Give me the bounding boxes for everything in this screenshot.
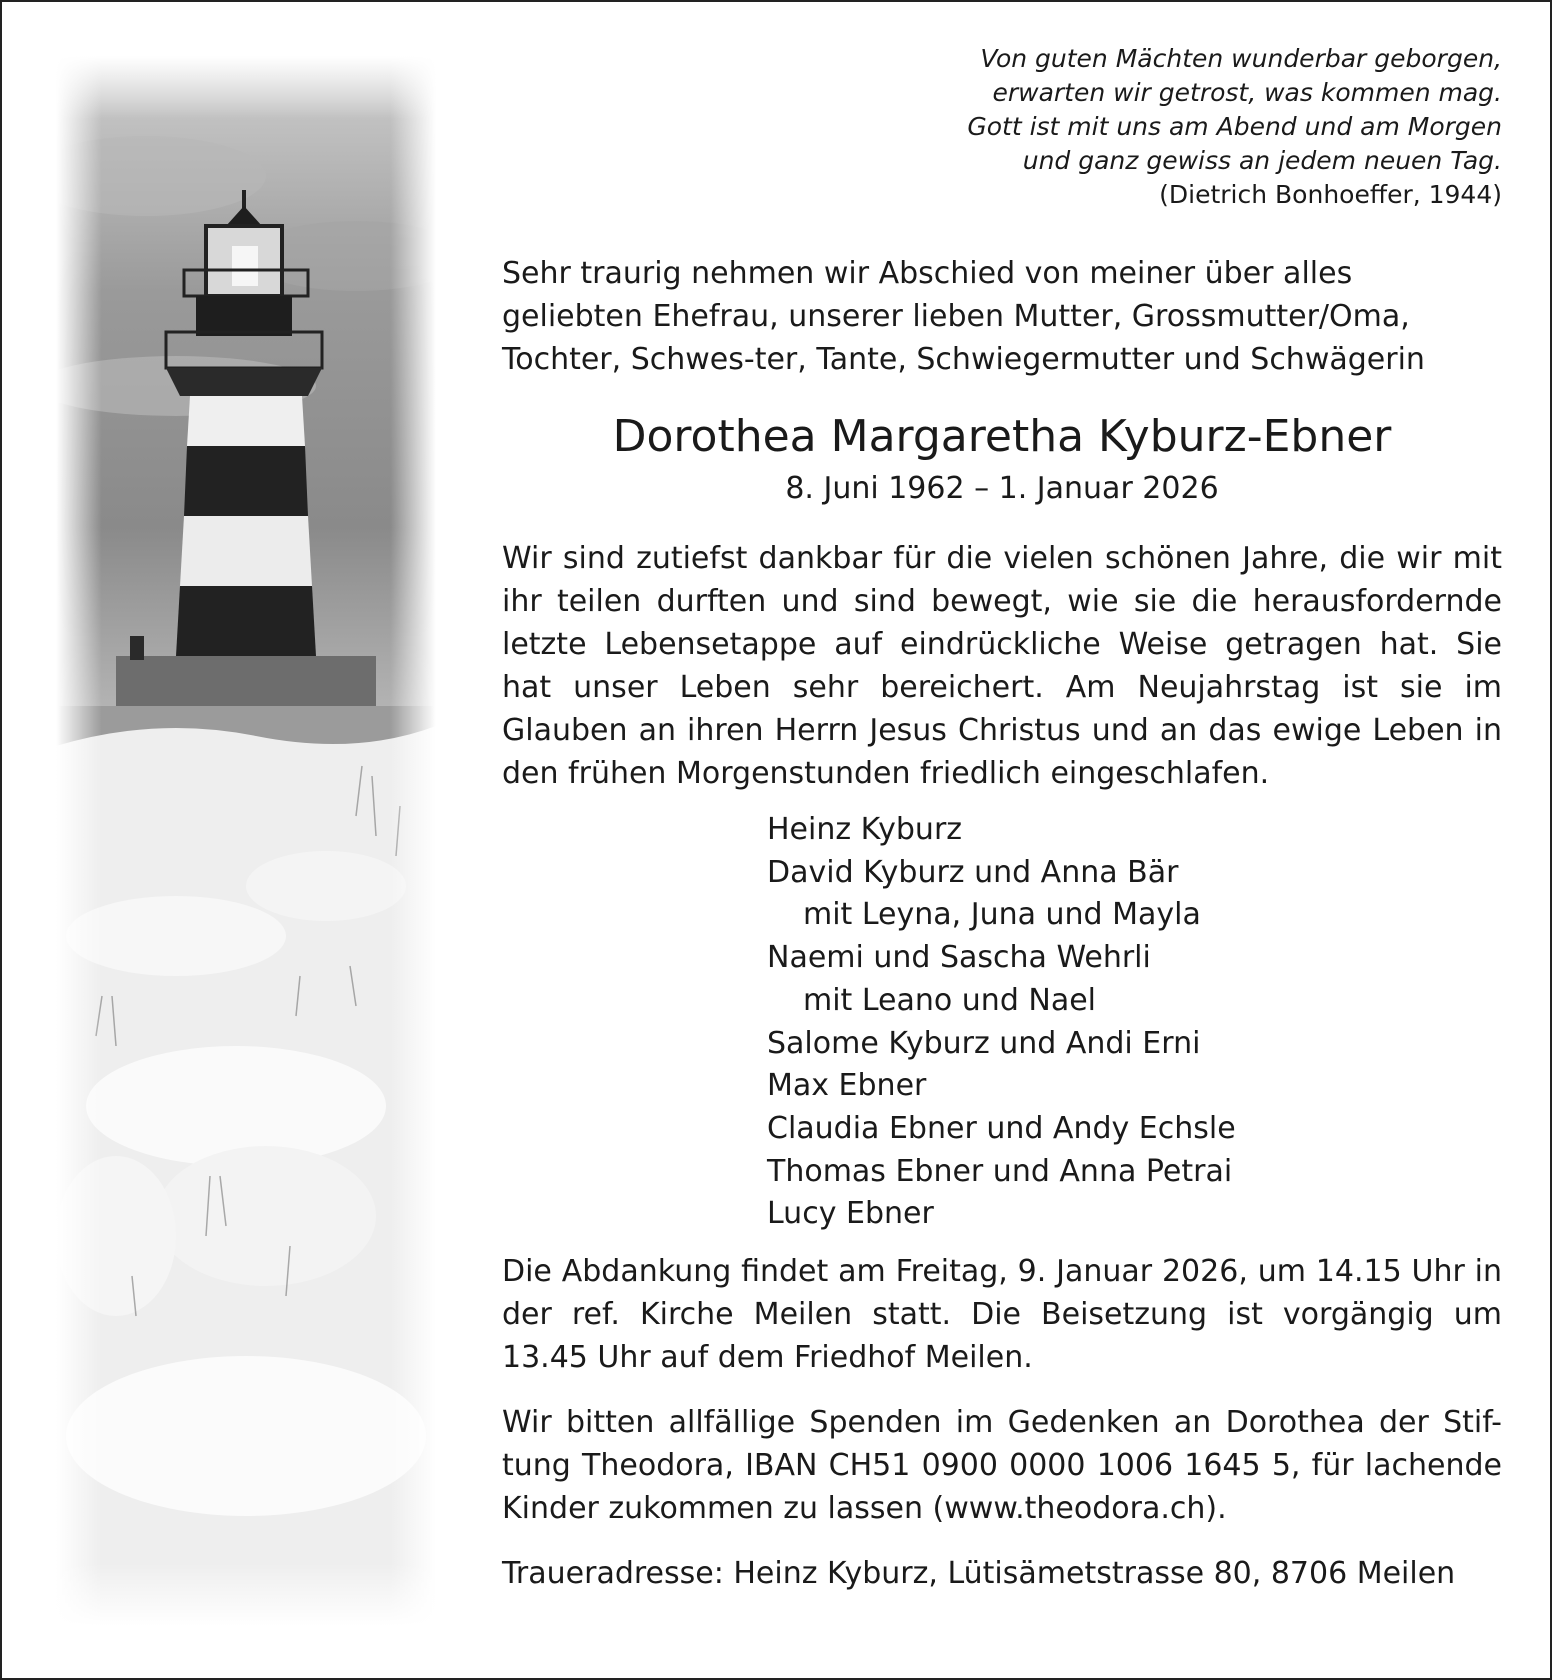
list-item: Naemi und Sascha Wehrli xyxy=(767,940,1151,976)
poem-attribution: (Dietrich Bonhoeffer, 1944) xyxy=(1159,180,1502,209)
list-item: Heinz Kyburz xyxy=(767,812,963,847)
obituary-text xyxy=(502,42,1502,1595)
list-item: mit Leano und Nael xyxy=(803,982,1097,1018)
list-item: Claudia Ebner und Andy Echsle xyxy=(767,1110,1236,1146)
poem-line: und ganz gewiss an jedem neuen Tag. xyxy=(1022,146,1502,175)
family-list xyxy=(767,809,1502,1236)
poem-line: erwarten wir getrost, was kommen mag. xyxy=(992,78,1502,107)
list-item: Thomas Ebner und Anna Petrai xyxy=(767,1153,1233,1189)
lighthouse-photo xyxy=(56,56,436,1626)
poem-line: Von guten Mächten wunderbar geborgen, xyxy=(980,44,1502,73)
deceased-name: Dorothea Margaretha Kyburz-Ebner xyxy=(612,411,1392,462)
intro-paragraph: Sehr traurig nehmen wir Abschied von meiner über alles geliebten Ehefrau, unserer lieben Mutter, Grossmutter/Oma, Tochter, Schwes-ter, Tante, Schwiegermutter und Schwägerin xyxy=(502,256,1425,377)
list-item: Lucy Ebner xyxy=(767,1196,934,1232)
list-item: David Kyburz und Anna Bär xyxy=(767,854,1179,890)
donation-paragraph: Wir bitten allfällige Spenden im Gedenken an Dorothea der Stif-tung Theodora, IBAN CH51 0900 0000 1006 1645 5, für lachende Kinder zukommen zu lassen (www.theodora.ch). xyxy=(502,1405,1502,1527)
mourning-address: Traueradresse: Heinz Kyburz, Lütisämetstrasse 80, 8706 Meilen xyxy=(502,1556,1456,1592)
list-item: Salome Kyburz und Andi Erni xyxy=(767,1025,1201,1061)
service-paragraph: Die Abdankung findet am Freitag, 9. Januar 2026, um 14.15 Uhr in der ref. Kirche Meilen statt. Die Beisetzung ist vorgängig um 13.45 Uhr auf dem Friedhof Meilen. xyxy=(502,1254,1502,1376)
poem-line: Gott ist mit uns am Abend und am Morgen xyxy=(967,112,1502,141)
poem xyxy=(502,42,1502,212)
list-item: mit Leyna, Juna und Mayla xyxy=(803,897,1201,933)
life-dates: 8. Juni 1962 – 1. Januar 2026 xyxy=(785,471,1219,506)
gratitude-paragraph: Wir sind zutiefst dankbar für die vielen schönen Jahre, die wir mit ihr teilen durften und sind bewegt, wie sie die herausfordernde letzte Lebensetappe auf eindrückliche Weise getragen hat. Sie hat unser Leben sehr bereichert. Am Neujahrstag ist sie im Glauben an ihren Herrn Jesus Christus und an das ewige Leben in den frühen Morgenstunden friedlich eingeschlafen. xyxy=(502,541,1502,791)
list-item: Max Ebner xyxy=(767,1068,927,1104)
